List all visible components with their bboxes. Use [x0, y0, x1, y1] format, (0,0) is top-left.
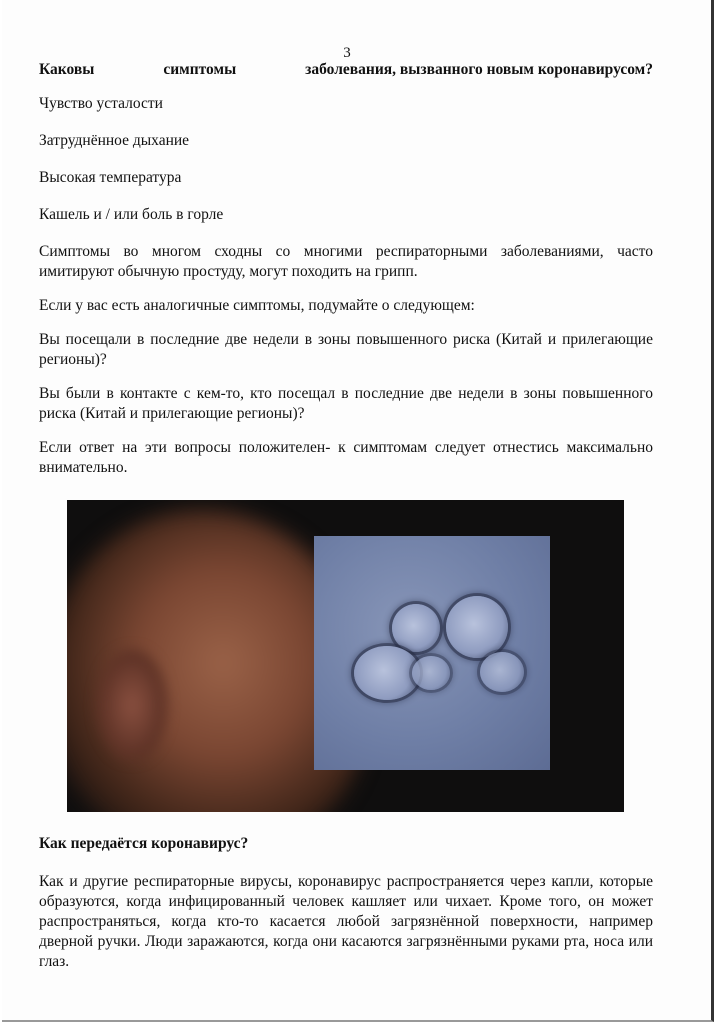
virus-particle	[354, 646, 420, 700]
paragraph: Вы посещали в последние две недели в зоны повышенного риска (Китай и прилегающие регионы)?	[39, 331, 653, 368]
blurred-ear-image	[97, 650, 167, 760]
paragraph: Вы были в контакте с кем-то, кто посещал в последние две недели в зоны повышенного риска (Китай и прилегающие регионы)?	[39, 385, 653, 422]
virus-particle	[446, 596, 508, 658]
virus-particle	[412, 656, 450, 690]
heading-word: Каковы	[39, 61, 95, 78]
symptom-item: Высокая температура	[39, 169, 182, 186]
symptom-item: Кашель и / или боль в горле	[39, 206, 224, 223]
page-number: 3	[343, 45, 351, 61]
page-content	[39, 60, 653, 986]
symptoms-heading	[39, 60, 653, 80]
transmission-paragraph: Как и другие респираторные вирусы, коронавирус распространяется через капли, которые образуются, когда инфицированный человек кашляет или чихает. Кроме того, он может распространяться, когда кто-то касается любой загрязнённой поверхности, например дверной ручки. Люди заражаются, когда они касаются загрязнёнными руками рта, носа или глаз.	[39, 873, 653, 970]
virus-particle	[392, 604, 440, 652]
paragraph: Если у вас есть аналогичные симптомы, подумайте о следующем:	[39, 297, 475, 314]
symptom-item: Чувство усталости	[39, 95, 163, 112]
paragraph: Если ответ на эти вопросы положителен- к симптомам следует отнестись максимально внимательно.	[39, 439, 653, 476]
document-page	[2, 0, 714, 1022]
transmission-heading: Как передаётся коронавирус?	[39, 835, 249, 852]
symptom-item: Затруднённое дыхание	[39, 132, 190, 149]
virus-particle	[480, 652, 524, 692]
heading-word: симптомы	[163, 61, 237, 78]
virus-micrograph	[314, 536, 550, 770]
coronavirus-photo	[67, 500, 624, 812]
paragraph: Симптомы во многом сходны со многими респираторными заболеваниями, часто имитируют обычную простуду, могут походить на грипп.	[39, 243, 653, 280]
heading-word: заболевания, вызванного новым коронавирусом?	[305, 61, 653, 78]
